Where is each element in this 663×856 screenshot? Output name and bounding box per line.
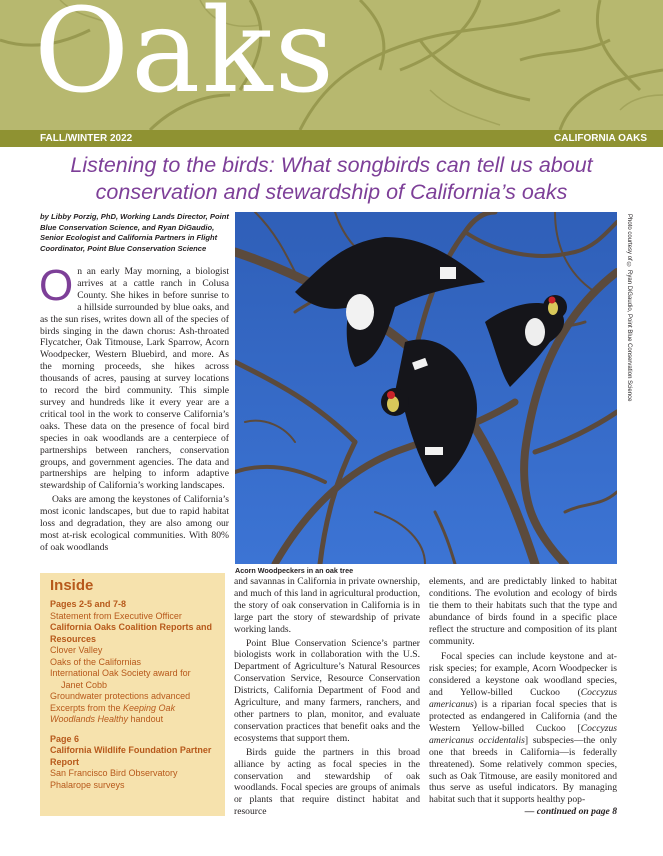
- col2-paragraph-1: and savannas in California in private ownership, and much of this land in agricultural production, the story of oak conservation in California is in large part the story of stewardship of private working lands.: [234, 576, 420, 635]
- col3-paragraph-2: Focal species can include keystone and at-risk species; for example, Acorn Woodpecker is considered a keystone oak woodland species, and Yellow-billed Cuckoo (Coccyzus americanus) is a riparian focal species that is protected as endangered in California (and the Western Yellow-billed Cuckoo [Coccyzus americanus occidentalis] subspecies—the only one that breeds in California—is federally threatened). Some relatively common species, such as Oak Titmouse, are easily monitored and thus serve as useful indicators. By managing habitat such that it supports healthy pop-: [429, 651, 617, 806]
- inside-item-groundwater[interactable]: Groundwater protections advanced: [50, 691, 191, 701]
- inside-box: [40, 573, 225, 816]
- inside-item-ios-award[interactable]: International Oak Society award for: [50, 668, 191, 678]
- col1-paragraph-2: Oaks are among the keystones of California’s most iconic landscapes, but due to rapid habitat loss and degradation, they are also among our most at-risk ecological communities. With 80% of oak woodlands: [40, 494, 229, 553]
- article-column-2: [234, 576, 420, 818]
- inside-item-janet-cobb[interactable]: Janet Cobb: [61, 679, 108, 690]
- issue-band: [0, 130, 663, 147]
- masthead: [0, 0, 663, 130]
- article-column-3: [429, 576, 617, 818]
- photo-credit: Photo courtesy of © Ryan DiGaudio, Point Blue Conservation Science: [626, 214, 632, 402]
- woodpecker-photo: [235, 212, 617, 564]
- col2-paragraph-2: Point Blue Conservation Science’s partner biologists work in collaboration with the U.S. Department of Agriculture’s Natural Resources Conservation Service, Resource Conservation Districts, California Department of Food and Agriculture, and many farmers, ranchers, and other partners to plan, monitor, and evaluate conservation practices that benefit oaks and the ecosystems that support them.: [234, 637, 420, 744]
- inside-item-excerpts[interactable]: Excerpts from the Keeping Oak Woodlands Healthy handout: [50, 702, 176, 724]
- inside-item-statement[interactable]: Statement from Executive Officer: [50, 610, 182, 621]
- inside-item-clover-valley[interactable]: Clover Valley: [50, 645, 103, 655]
- inside-item-cwf-report[interactable]: California Wildlife Foundation Partner Report: [50, 745, 212, 767]
- continued-link[interactable]: — continued on page 8: [524, 806, 617, 818]
- inside-item-coalition-reports[interactable]: California Oaks Coalition Reports and Resources: [50, 622, 213, 644]
- article-column-1: [39, 261, 229, 554]
- issue-date: FALL/WINTER 2022: [40, 133, 133, 144]
- inside-heading: Inside: [50, 577, 94, 594]
- article-headline: Listening to the birds: What songbirds can tell us about conservation and stewardship of California’s oaks: [70, 153, 593, 204]
- inside-item-sfbo[interactable]: San Francisco Bird Observatory: [50, 768, 178, 778]
- acorn-woodpeckers-image: [235, 212, 617, 564]
- photo-caption: Acorn Woodpeckers in an oak tree: [235, 566, 354, 575]
- inside-item-oaks-californias[interactable]: Oaks of the Californias: [50, 656, 142, 667]
- inside-section-page-6: Page 6: [50, 733, 80, 744]
- byline: by Libby Porzig, PhD, Working Lands Director, Point Blue Conservation Science, and Ryan DiGaudio, Senior Ecologist and California Partners in Flight Coordinator, Point Blue Conservation Science: [40, 212, 229, 253]
- masthead-title: Oaks: [34, 0, 337, 119]
- col1-paragraph-1: n an early May morning, a biologist arrives at a cattle ranch in Colusa County. She hikes in before sunrise to a hillside surrounded by blue oaks, and as the sun rises, writes down all of the species of birds singing in the dawn chorus: Ash-throated Flycatcher, Oak Titmouse, Lark Sparrow, Acorn Woodpecker, Western Bluebird, and more. As the morning proceeds, she hikes across thousands of acres, pausing at survey locations to record the bird community. This simple survey and hundreds like it every year are a critical tool in the work to conserve California’s oaks. These data on the presence of focal bird species in oak woodlands are a centerpiece of partnerships between ranchers, conservation groups, and government agencies. The data and partnerships are helping to inform adaptive stewardship of California’s working landscapes.: [40, 266, 229, 492]
- drop-cap: O: [39, 261, 74, 310]
- inside-section-pages-2-5: Pages 2-5 and 7-8: [50, 599, 127, 609]
- publication-name: CALIFORNIA OAKS: [554, 133, 647, 144]
- col2-paragraph-3: Birds guide the partners in this broad alliance by acting as focal species in the conservation and stewardship of oak woodlands. Focal species are groups of animals or plants that require distinct habitat and resource: [234, 746, 420, 818]
- inside-item-phalarope[interactable]: Phalarope surveys: [50, 779, 125, 790]
- col3-paragraph-1: elements, and are predictably linked to habitat conditions. The evolution and ecology of birds tie them to their habitats such that the type and abundance of birds found in a specific place reflect the structure and composition of its plant community.: [429, 576, 617, 647]
